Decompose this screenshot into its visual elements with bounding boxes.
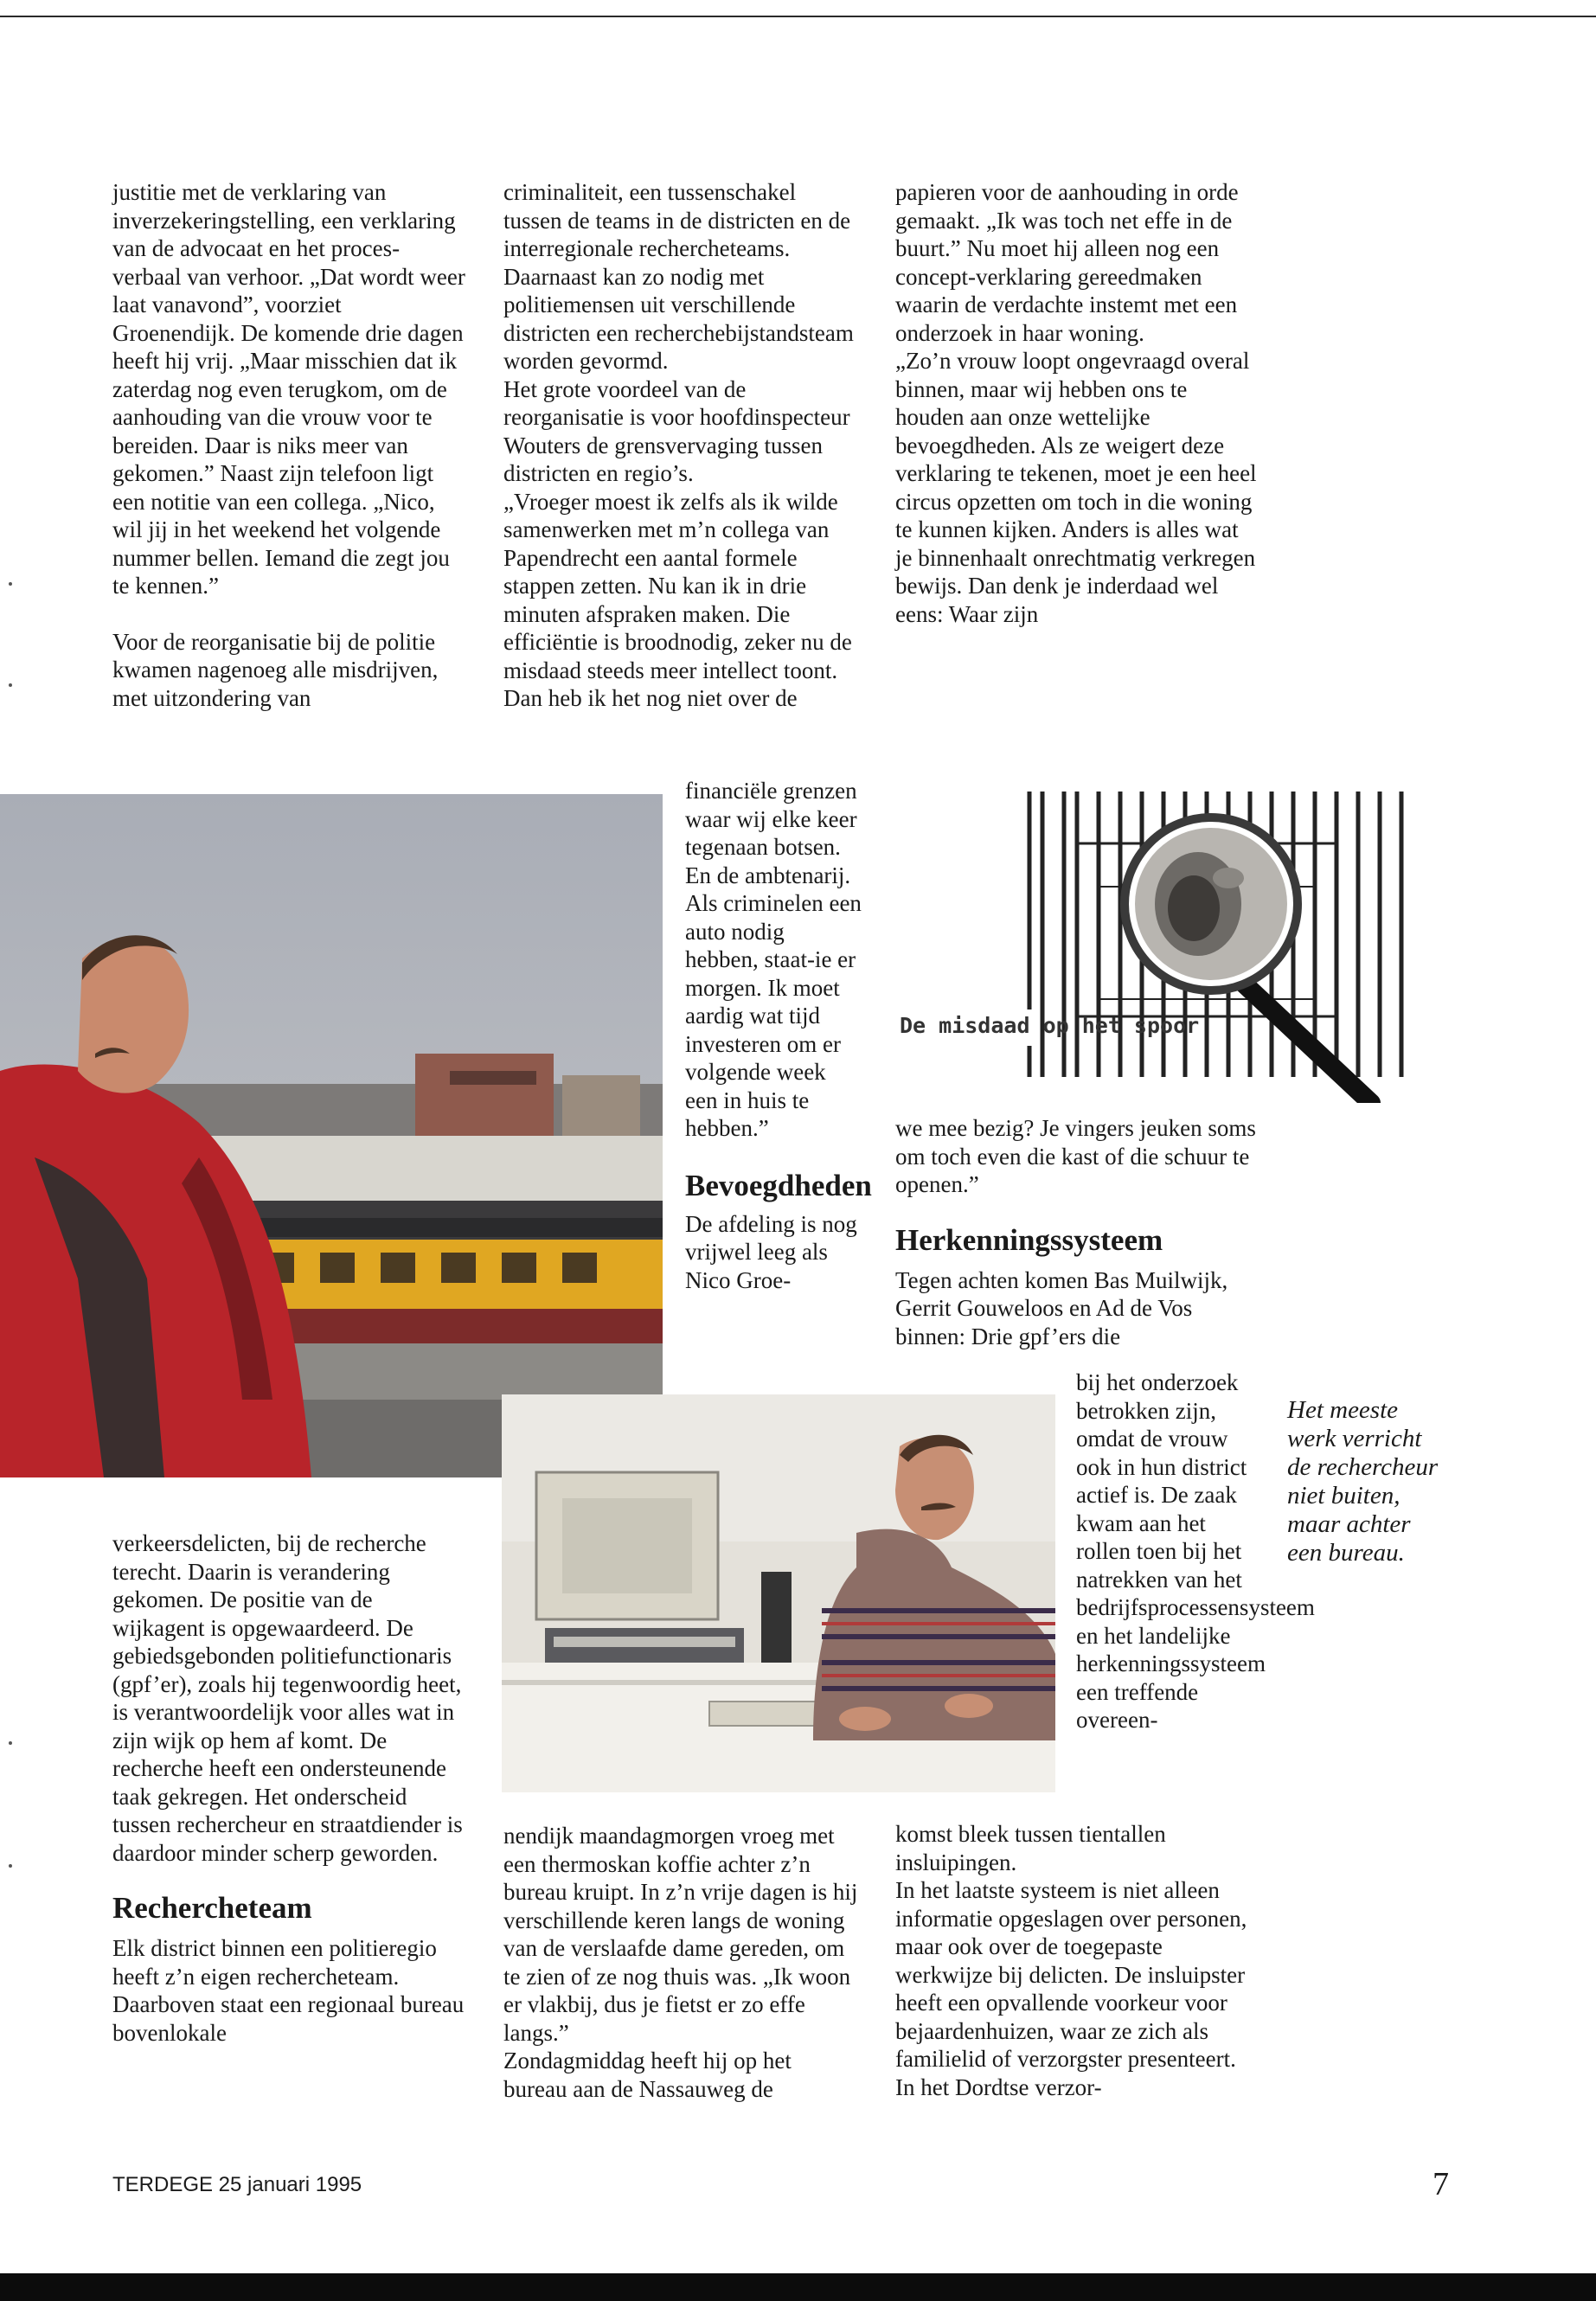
margin-mark (9, 1741, 12, 1745)
section-heading-bevoegdheden: Bevoegdheden (685, 1168, 872, 1202)
paragraph: financiële grenzen waar wij elke keer tegenaan botsen. En de ambtenarij. Als criminelen een auto nodig hebben, staat-ie er morgen. Ik moet aardig wat tijd investeren om er volgende week een in huis te hebben.” (685, 778, 862, 1141)
paragraph: nendijk maandagmorgen vroeg met een thermoskan koffie achter z’n bureau kruipt. In z’n vrije dagen is hij verschillende keren langs de woning van de verslaafde dame gereden, om te zien of ze nog thuis was. „Ik woon er vlakbij, dus je fietst er zo effe langs.” (503, 1823, 858, 2046)
column-2-top (503, 178, 858, 713)
footer-publication: TERDEGE 25 januari 1995 (112, 2173, 362, 2196)
paragraph: papieren voor de aanhouding in orde gemaakt. „Ik was toch net effe in de buurt.” Nu moet hij alleen nog een concept-verklaring gereedmaken waarin de verdachte instemt met een onderzoek in haar woning. (895, 179, 1239, 346)
column-3-bottom (895, 1820, 1257, 2101)
paragraph: Het grote voordeel van de reorganisatie is voor hoofdinspecteur Wouters de grensvervaging tussen districten en regio’s. (503, 375, 850, 486)
paragraph: Tegen achten komen Bas Muilwijk, Gerrit Gouweloos en Ad de Vos binnen: Drie gpf’ers die (895, 1266, 1228, 1349)
photo-detective-at-desk (502, 1394, 1055, 1792)
paragraph: verkeersdelicten, bij de recherche terecht. Daarin is verandering gekomen. De positie van de wijkagent is opgewaardeerd. De gebiedsgebonden politiefunctionaris (gpf’er), zoals hij tegenwoordig heet, is verantwoordelijk voor alles wat in zijn wijk op hem af komt. De recherche heeft een ondersteunende taak gekregen. Het onderscheid tussen rechercheur en straatdiender is daardoor minder scherp geworden. (112, 1530, 463, 1866)
column-1-bottom (112, 1529, 467, 2047)
paragraph: Elk district binnen een politieregio heeft z’n eigen rechercheteam. Daarboven staat een regionaal bureau bovenlokale (112, 1935, 465, 2046)
photo-caption: Het meeste werk verricht de rechercheur niet buiten, maar achter een bureau. (1287, 1396, 1439, 1567)
page-number: 7 (1433, 2166, 1449, 2202)
paragraph: „Vroeger moest ik zelfs als ik wilde samenwerken met m’n collega van Papendrecht een aantal formele stappen zetten. Nu kan ik in drie minuten afspraken maken. Die efficiëntie is broodnodig, zeker nu de misdaad steeds meer intellect toont. Dan heb ik het nog niet over de (503, 488, 852, 711)
paragraph: justitie met de verklaring van inverzekeringstelling, een verklaring van de advocaat en het proces-verbaal van verhoor. „Dat wordt weer laat vanavond”, voorziet Groenendijk. De komende drie dagen heeft hij vrij. „Maar misschien dat ik zaterdag nog even terugkom, om de aanhouding van die vrouw voor te bereiden. Daar is niks meer van gekomen.” Naast zijn telefoon ligt een notitie van een collega. „Nico, wil jij in het weekend het volgende nummer bellen. Iemand die zegt jou te kennen.” (112, 179, 465, 599)
column-2-narrow (685, 777, 872, 1294)
logo-text: De misdaad op het spoor (900, 1013, 1200, 1038)
margin-mark (9, 582, 12, 586)
paragraph: we mee bezig? Je vingers jeuken soms om toch even die kast of die schuur te openen.” (895, 1115, 1256, 1197)
paragraph: Zondagmiddag heeft hij op het bureau aan de Nassauweg de (503, 2048, 792, 2102)
paragraph: komst bleek tussen tientallen insluipingen. (895, 1821, 1166, 1875)
column-1-top (112, 178, 465, 712)
paragraph: „Zo’n vrouw loopt ongevraagd overal binnen, maar wij hebben ons te houden aan onze wettelijke bevoegdheden. Als ze weigert deze verklaring te tekenen, moet je een heel circus opzetten om toch in die woning te kunnen kijken. Anders is alles wat je binnenhaalt onrechtmatig verkregen bewijs. Dan denk je inderdaad wel eens: Waar zijn (895, 348, 1257, 627)
paragraph: criminaliteit, een tussenschakel tussen de teams in de districten en de interregionale rechercheteams. Daarnaast kan zo nodig met politiemensen uit verschillende districten een recherchebijstandsteam worden gevormd. (503, 179, 854, 374)
paragraph: De afdeling is nog vrijwel leeg als Nico Groe- (685, 1210, 857, 1293)
column-3-top (895, 178, 1257, 628)
column-3-narrow (1076, 1368, 1315, 1734)
top-rule (0, 16, 1596, 17)
margin-mark (9, 683, 12, 687)
section-heading-herkenningssysteem: Herkenningssysteem (895, 1222, 1163, 1257)
photo-detective-at-station (0, 794, 663, 1477)
paragraph: Voor de reorganisatie bij de politie kwamen nagenoeg alle misdrijven, met uitzondering van (112, 628, 439, 711)
margin-mark (9, 1864, 12, 1868)
paragraph: In het laatste systeem is niet alleen informatie opgeslagen over personen, maar ook over de toegepaste werkwijze bij delicten. De insluipster heeft een opvallende voorkeur voor bejaardenhuizen, waar ze zich als familielid of verzorgster presenteert. In het Dordtse verzor- (895, 1877, 1247, 2100)
column-2-bottom (503, 1822, 858, 2103)
logo-misdaad-op-het-spoor (900, 783, 1419, 1103)
section-heading-rechercheteam: Rechercheteam (112, 1891, 312, 1925)
bottom-rule (0, 2273, 1596, 2301)
logo-graphic (900, 783, 1419, 1103)
column-3-middle (895, 1114, 1257, 1350)
paragraph: bij het onderzoek betrokken zijn, omdat de vrouw ook in hun district actief is. De zaak kwam aan het rollen toen bij het natrekken van het bedrijfsprocessensysteem en het landelijke herkenningssysteem een treffende overeen- (1076, 1369, 1315, 1733)
